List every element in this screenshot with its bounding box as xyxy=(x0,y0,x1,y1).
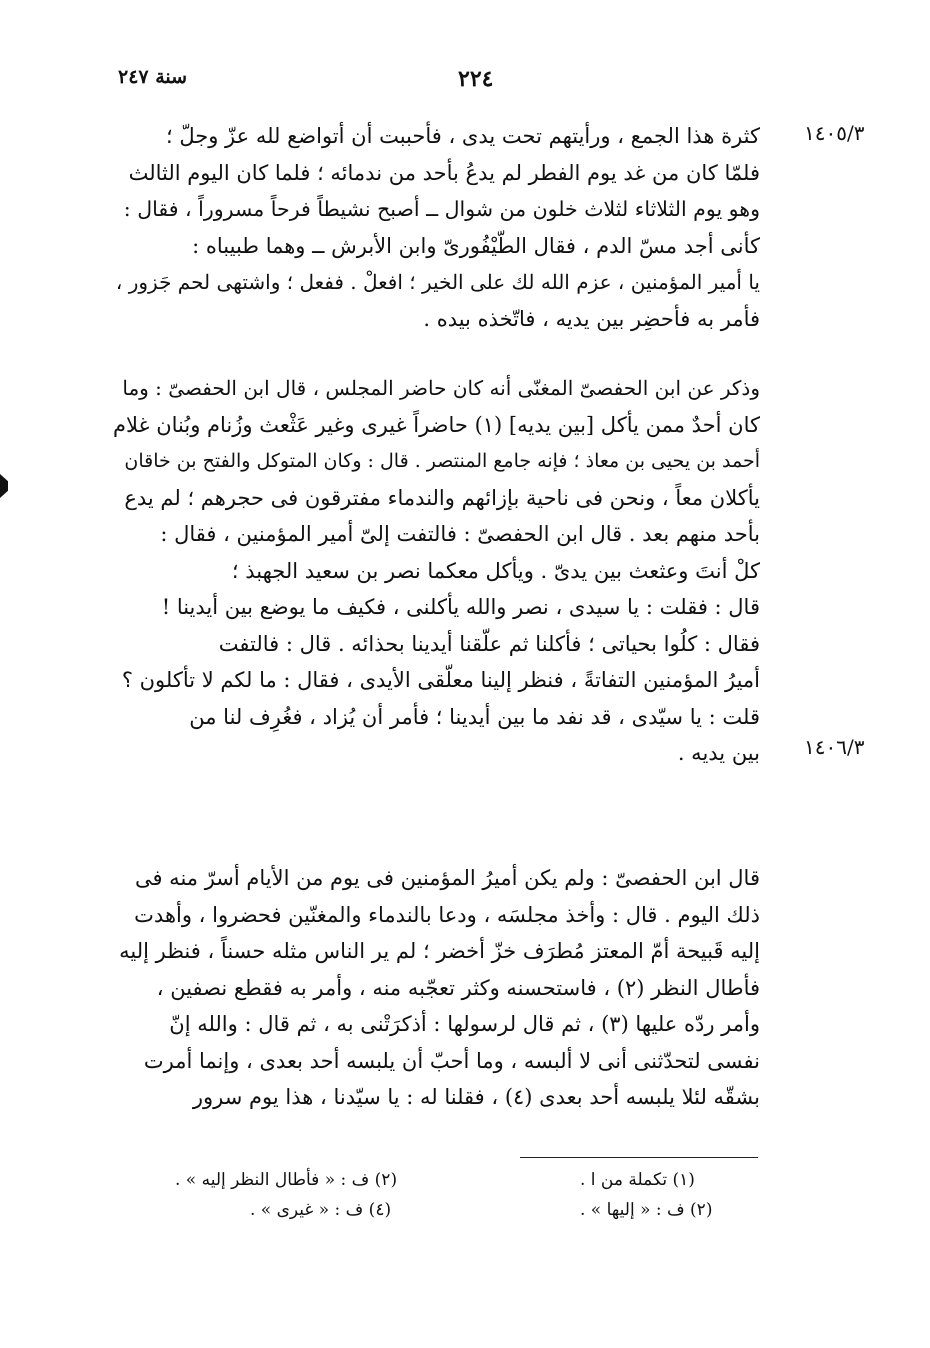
text-line: كأنى أجد مسّ الدم ، فقال الطّيْفُورىّ وابن الأبرش ــ وهما طبيباه : xyxy=(192,233,760,258)
text-line: فلمّا كان من غد يوم الفطر لم يدعُ بأحد من ندمائه ؛ فلما كان اليوم الثالث xyxy=(128,160,760,185)
footnote: (١) تكملة من ا . xyxy=(580,1170,695,1190)
text-line: أميرُ المؤمنين التفاتةً ، فنظر إلينا معلّقى الأيدى ، فقال : ما لكم لا تأكلون ؟ xyxy=(121,668,760,692)
text-line: قال : فقلت : يا سيدى ، نصر والله يأكلنى ، فكيف ما يوضع بين أيدينا ! xyxy=(161,595,760,619)
margin-reference: ١٤٠٦/٣ xyxy=(804,735,865,759)
text-line: يأكلان معاً ، ونحن فى ناحية بإزائهم والندماء مفترقون فى حجرهم ؛ لم يدع xyxy=(124,485,760,510)
text-line: كثرة هذا الجمع ، ورأيتهم تحت يدى ، فأحببت أن أتواضع لله عزّ وجلّ ؛ xyxy=(165,124,760,148)
text-line: فأطال النظر (٢) ، فاستحسنه وكثر تعجّبه منه ، وأمر به فقطع نصفين ، xyxy=(156,975,760,1000)
text-line: وهو يوم الثلاثاء لثلاث خلون من شوال ــ أصبح نشيطاً فرحاً مسروراً ، فقال : xyxy=(123,197,760,221)
running-header-year: سنة ٢٤٧ xyxy=(118,66,188,88)
text-line: يا أمير المؤمنين ، عزم الله لك على الخير ؛ افعلْ . ففعل ؛ واشتهى لحم جَزور ، xyxy=(115,270,760,294)
paragraph xyxy=(110,370,760,772)
text-line: وأمر ردّه عليها (٣) ، ثم قال لرسولها : أذكرَتْنى به ، ثم قال : والله إنّ xyxy=(169,1012,760,1036)
footnote-divider xyxy=(520,1157,758,1158)
paragraph xyxy=(110,860,760,1116)
page-number: ٢٢٤ xyxy=(458,66,494,92)
text-line: قال ابن الحفصىّ : ولم يكن أميرُ المؤمنين فى يوم من الأيام أسرّ منه فى xyxy=(134,866,760,890)
text-line: كان أحدٌ ممن يأكل [بين يديه] (١) حاضراً غيرى وغير عَثْعث وزُنام وبُنان غلام xyxy=(113,412,760,437)
footnote: (٢) ف : « فأطال النظر إليه » . xyxy=(175,1170,398,1190)
text-line: قلت : يا سيّدى ، قد نفد ما بين أيدينا ؛ فأمر أن يُزاد ، فغُرِف لنا من xyxy=(189,704,760,729)
text-line: إليه قَبيحة أمّ المعتز مُطرَف خزّ أخضر ؛ لم ير الناس مثله حسناً ، فنظر إليه xyxy=(119,939,760,963)
footnote: (٢) ف : « إليها » . xyxy=(580,1200,713,1220)
text-line: بأحد منهم بعد . قال ابن الحفصىّ : فالتفت إلىّ أمير المؤمنين ، فقال : xyxy=(160,522,760,546)
paragraph xyxy=(110,118,760,337)
text-line: وذكر عن ابن الحفصىّ المغنّى أنه كان حاضر المجلس ، قال ابن الحفصىّ : وما xyxy=(122,376,760,400)
text-line: كلْ أنتَ وعثعث بين يدىّ . ويأكل معكما نصر بن سعيد الجهبذ ؛ xyxy=(231,558,760,583)
text-line: أحمد بن يحيى بن معاذ ؛ فإنه جامع المنتصر . قال : وكان المتوكل والفتح بن خاقان xyxy=(124,450,760,472)
text-line: نفسى لتحدّثنى أنى لا ألبسه ، وما أحبّ أن يلبسه أحد بعدى ، وإنما أمرت xyxy=(143,1048,760,1073)
text-line: ذلك اليوم . قال : وأخذ مجلسَه ، ودعا بالندماء والمغنّين فحضروا ، وأهدت xyxy=(134,902,760,927)
text-line: بين يديه . xyxy=(677,741,760,765)
text-line: فقال : كلُوا بحياتى ؛ فأكلنا ثم علّقنا أيدينا بحذائه . قال : فالتفت xyxy=(218,631,760,656)
text-line: بشقّه لئلا يلبسه أحد بعدى (٤) ، فقلنا له : يا سيّدنا ، هذا يوم سرور xyxy=(192,1085,760,1109)
footnote: (٤) ف : « غيرى » . xyxy=(250,1200,392,1220)
scan-edge-mark xyxy=(0,474,8,498)
text-line: فأمر به فأحضِر بين يديه ، فاتّخذه بيده . xyxy=(423,306,760,331)
margin-reference: ١٤٠٥/٣ xyxy=(804,121,865,145)
